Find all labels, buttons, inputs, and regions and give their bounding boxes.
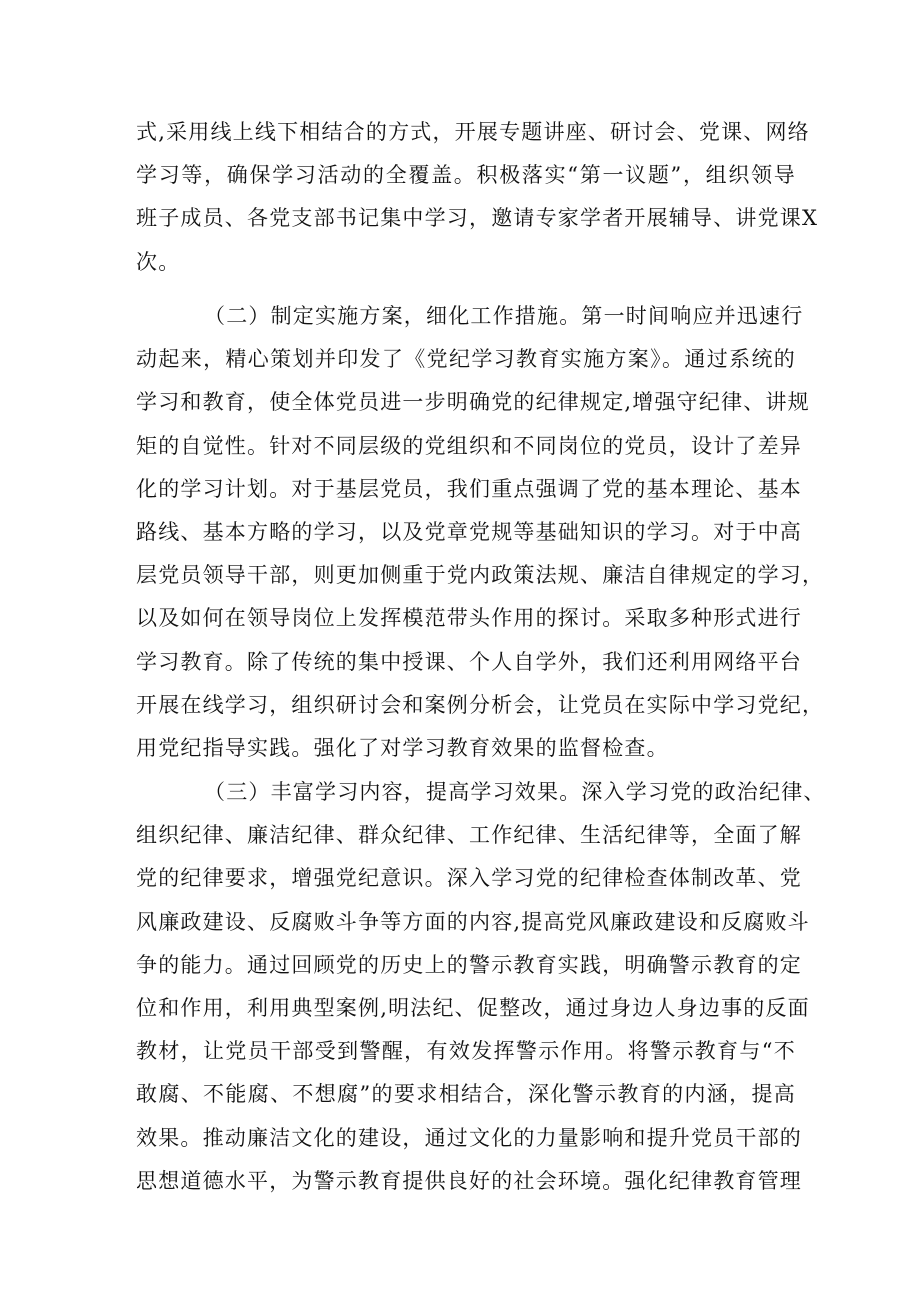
text-line: 层党员领导干部，则更加侧重于党内政策法规、廉洁自律规定的学习， (136, 563, 825, 588)
text-line: 开展在线学习，组织研讨会和案例分析会，让党员在实际中学习党纪， (136, 692, 825, 717)
paragraph-1-continuation (136, 111, 819, 284)
text-line: 式,采用线上线下相结合的方式，开展专题讲座、研讨会、党课、网络 (136, 120, 810, 144)
text-line: 思想道德水平，为警示教育提供良好的社会环境。强化纪律教育管理 (136, 1168, 802, 1193)
text-line: 动起来，精心策划并印发了《党纪学习教育实施方案》。通过系统的 (136, 347, 796, 372)
text-line: 矩的自觉性。针对不同层级的党组织和不同岗位的党员，设计了差异 (136, 433, 802, 458)
text-line: 组织纪律、廉洁纪律、群众纪律、工作纪律、生活纪律等，全面了解 (136, 823, 802, 848)
paragraph-2-implementation-plan (136, 295, 825, 770)
paragraph-heading-line: （二）制定实施方案，细化工作措施。第一时间响应并迅速行 (204, 304, 804, 328)
text-line: 学习教育。除了传统的集中授课、个人自学外，我们还利用网络平台 (136, 649, 802, 674)
text-line: 风廉政建设、反腐败斗争等方面的内容,提高党风廉政建设和反腐败斗 (136, 909, 810, 934)
text-line: 效果。推动廉洁文化的建设，通过文化的力量影响和提升党员干部的 (136, 1125, 802, 1150)
paragraph-3-learning-content (136, 771, 826, 1203)
text-line: 党的纪律要求，增强党纪意识。深入学习党的纪律检查体制改革、党 (136, 866, 802, 891)
text-line: 用党纪指导实践。强化了对学习教育效果的监督检查。 (136, 735, 669, 760)
text-line: 路线、基本方略的学习，以及党章党规等基础知识的学习。对于中高 (136, 519, 802, 544)
text-line: 学习和教育，使全体党员进一步明确党的纪律规定,增强守纪律、讲规 (136, 390, 810, 415)
text-line: 以及如何在领导岗位上发挥模范带头作用的探讨。采取多种形式进行 (136, 606, 802, 631)
text-line: 争的能力。通过回顾党的历史上的警示教育实践，明确警示教育的定 (136, 952, 802, 977)
text-line: 教材，让党员干部受到警醒，有效发挥警示作用。将警示教育与“不 (136, 1039, 796, 1064)
text-line: 次。 (136, 249, 181, 274)
text-line: 位和作用，利用典型案例,明法纪、促整改，通过身边人身边事的反面 (136, 995, 810, 1020)
text-line: 化的学习计划。对于基层党员，我们重点强调了党的基本理论、基本 (136, 476, 802, 501)
paragraph-heading-line: （三）丰富学习内容，提高学习效果。深入学习党的政治纪律、 (204, 780, 826, 804)
text-line: 学习等，确保学习活动的全覆盖。积极落实“第一议题”，组织领导 (136, 163, 796, 188)
text-line: 班子成员、各党支部书记集中学习，邀请专家学者开展辅导、讲党课X (136, 206, 819, 231)
text-line: 敢腐、不能腐、不想腐”的要求相结合，深化警示教育的内涵，提高 (136, 1082, 796, 1107)
